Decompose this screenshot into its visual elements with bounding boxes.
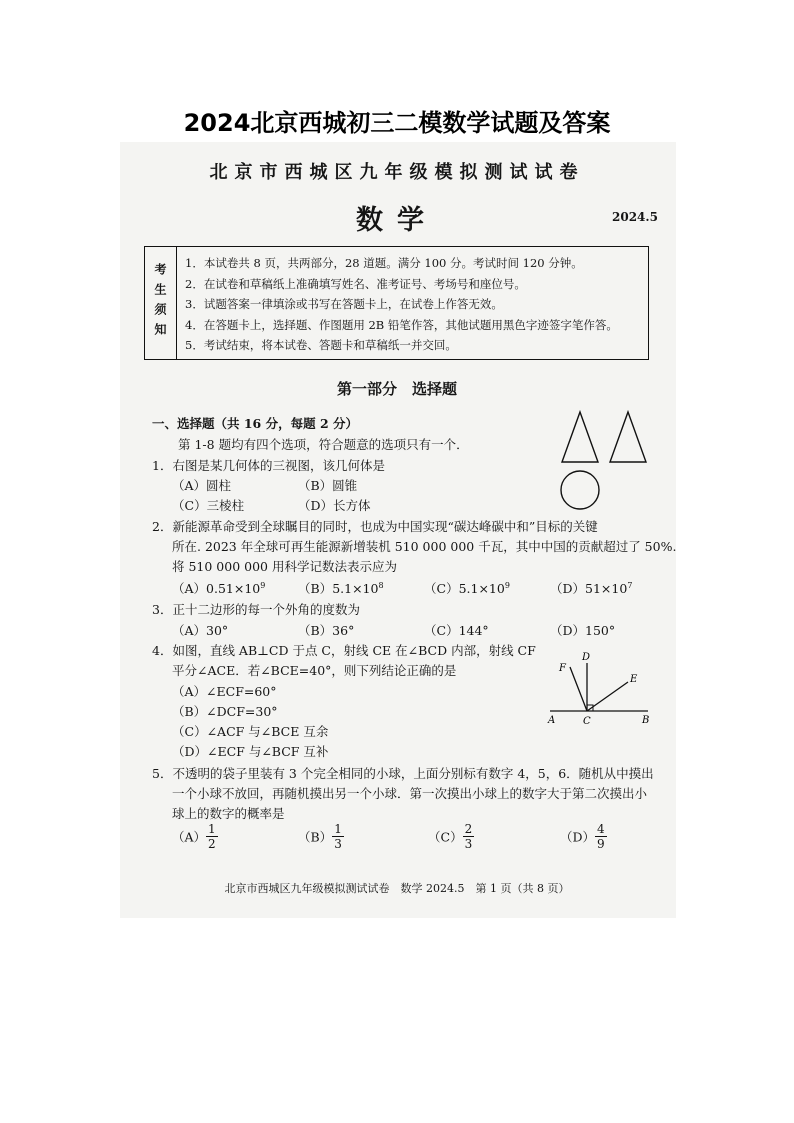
q2-option-b xyxy=(298,579,384,597)
label-e: E xyxy=(630,674,638,685)
q5-stem-line: 一个小球不放回，再随机摸出另一个小球．第一次摸出小球上的数字大于第二次摸出小 xyxy=(172,786,648,801)
subject-title: 数学 xyxy=(356,205,438,236)
section-title: 一、选择题（共 16 分，每题 2 分） xyxy=(152,416,359,431)
q4-stem-line: 平分∠ACE．若∠BCE=40°，则下列结论正确的是 xyxy=(172,663,457,678)
q1-stem: 1．右图是某几何体的三视图，该几何体是 xyxy=(152,458,385,473)
notice-item: 3．试题答案一律填涂或书写在答题卡上，在试卷上作答无效。 xyxy=(185,297,503,311)
q4-option-c: （C）∠ACF 与∠BCE 互余 xyxy=(172,724,329,739)
q3-stem: 3．正十二边形的每一个外角的度数为 xyxy=(152,602,360,617)
label-f: F xyxy=(559,663,566,674)
option-value: 51×10 xyxy=(585,581,628,596)
option-label: （B） xyxy=(298,829,333,845)
fraction xyxy=(206,822,218,851)
q2-stem-line: 所在. 2023 年全球可再生能源新增装机 510 000 000 千瓦，其中中国的贡献超过了 50%. xyxy=(172,539,677,554)
denominator: 9 xyxy=(597,837,605,851)
q5-option-b xyxy=(298,822,344,851)
notice-item: 1．本试卷共 8 页，共两部分，28 道题。满分 100 分。考试时间 120 分钟。 xyxy=(185,256,583,270)
option-label: （C） xyxy=(428,829,463,845)
numerator: 1 xyxy=(334,822,342,836)
fraction xyxy=(595,822,607,851)
q5-option-a xyxy=(172,822,218,851)
option-value: 5.1×10 xyxy=(332,581,379,596)
document-title: 2024北京西城初三二模数学试题及答案 xyxy=(183,109,611,137)
option-label: （A） xyxy=(172,829,207,845)
q5-option-c xyxy=(428,822,474,851)
front-view-triangle xyxy=(562,412,598,462)
fraction xyxy=(332,822,344,851)
denominator: 3 xyxy=(334,837,342,851)
q4-option-b: （B）∠DCF=30° xyxy=(172,704,278,719)
label-a: A xyxy=(548,715,556,726)
q5-stem-line: 5．不透明的袋子里装有 3 个完全相同的小球，上面分别标有数字 4，5，6．随机从中摸出 xyxy=(152,766,654,781)
angle-figure xyxy=(540,646,660,728)
q2-option-a xyxy=(172,579,265,597)
three-view-figure xyxy=(558,408,658,512)
q1-option-d: （D）长方体 xyxy=(298,498,371,513)
q2-option-c xyxy=(424,579,510,597)
option-label: （B） xyxy=(298,581,333,596)
option-label: （A） xyxy=(172,581,207,596)
q2-stem-line: 2．新能源革命受到全球瞩目的同时，也成为中国实现“碳达峰碳中和”目标的关键 xyxy=(152,519,598,534)
q3-option-c: （C）144° xyxy=(424,623,489,638)
q5-option-d xyxy=(560,822,607,851)
q1-option-a: （A）圆柱 xyxy=(172,478,232,493)
section-instruction: 第 1-8 题均有四个选项，符合题意的选项只有一个． xyxy=(178,437,469,452)
option-exponent: 8 xyxy=(378,580,384,590)
q3-option-a: （A）30° xyxy=(172,623,229,638)
notice-item: 5．考试结束，将本试卷、答题卡和草稿纸一并交回。 xyxy=(185,338,457,352)
q4-option-a: （A）∠ECF=60° xyxy=(172,684,277,699)
candidate-notice-box xyxy=(144,246,649,360)
page-footer: 北京市西城区九年级模拟测试试卷 数学 2024.5 第 1 页（共 8 页） xyxy=(224,882,570,895)
notice-label: 考生须知 xyxy=(145,247,177,359)
numerator: 2 xyxy=(464,822,473,836)
q3-option-b: （B）36° xyxy=(298,623,355,638)
option-label: （D） xyxy=(560,829,596,845)
q1-option-b: （B）圆锥 xyxy=(298,478,358,493)
numerator: 4 xyxy=(597,822,605,836)
side-view-triangle xyxy=(610,412,646,462)
option-label: （D） xyxy=(550,581,586,596)
q4-stem-line: 4．如图，直线 AB⊥CD 于点 C，射线 CE 在∠BCD 内部，射线 CF xyxy=(152,643,536,658)
exam-date: 2024.5 xyxy=(612,210,658,224)
notice-item: 4．在答题卡上，选择题、作图题用 2B 铅笔作答，其他试题用黑色字迹签字笔作答。 xyxy=(185,317,618,332)
q2-stem-line: 将 510 000 000 用科学记数法表示应为 xyxy=(172,559,397,574)
q4-option-d: （D）∠ECF 与∠BCF 互补 xyxy=(172,744,329,759)
numerator: 1 xyxy=(208,822,216,836)
top-view-circle xyxy=(561,471,599,509)
q2-option-d xyxy=(550,579,632,597)
option-exponent: 7 xyxy=(627,580,633,590)
ray-cf xyxy=(570,667,587,711)
part-heading: 第一部分 选择题 xyxy=(336,380,457,398)
denominator: 3 xyxy=(464,837,473,851)
label-b: B xyxy=(642,715,650,726)
option-value: 0.51×10 xyxy=(206,581,261,596)
notice-list xyxy=(185,253,618,356)
fraction xyxy=(463,822,475,851)
exam-title: 北京市西城区九年级模拟测试试卷 xyxy=(209,162,585,183)
label-c: C xyxy=(583,716,591,727)
notice-item: 2．在试卷和草稿纸上准确填写姓名、准考证号、考场号和座位号。 xyxy=(185,276,526,291)
option-label: （C） xyxy=(424,581,459,596)
q1-option-c: （C）三棱柱 xyxy=(172,498,245,513)
label-d: D xyxy=(582,652,591,663)
denominator: 2 xyxy=(208,837,216,851)
q5-stem-line: 球上的数字的概率是 xyxy=(172,806,285,821)
option-value: 5.1×10 xyxy=(458,581,505,596)
q3-option-d: （D）150° xyxy=(550,623,616,638)
option-exponent: 9 xyxy=(260,580,266,590)
option-exponent: 9 xyxy=(504,580,510,590)
